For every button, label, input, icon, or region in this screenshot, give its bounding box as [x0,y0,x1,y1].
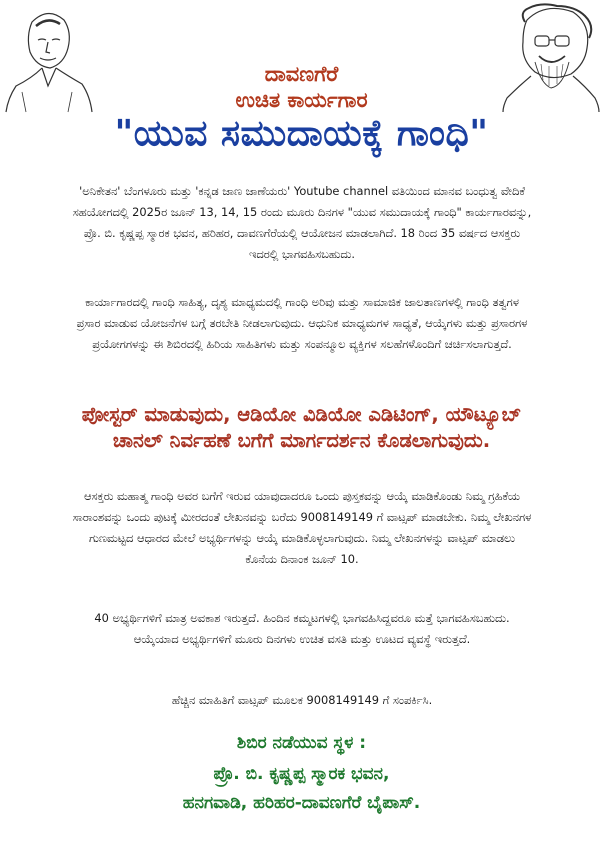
intro-paragraph: 'ಅನಿಕೇತನ' ಬೆಂಗಳೂರು ಮತ್ತು 'ಕನ್ನಡ ಜಾಣ ಜಾಣೆಯರು' Youtube channel ವತಿಯಿಂದ ಮಾನವ ಬಂಧುತ್ವ ವೇದಿಕೆ ಸಹಯೋಗದಲ್ಲಿ 2025ರ ಜೂನ್ 13, 14, 15 ರಂದು ಮೂರು ದಿನಗಳ "ಯುವ ಸಮುದಾಯಕ್ಕೆ ಗಾಂಧಿ" ಕಾರ್ಯಗಾರವನ್ನು, ಪ್ರೊ. ಬಿ. ಕೃಷ್ಣಪ್ಪ ಸ್ಮಾರಕ ಭವನ, ಹರಿಹರ, ದಾವಣಗೆರೆಯಲ್ಲಿ ಆಯೋಜನ ಮಾಡಲಾಗಿದೆ. 18 ರಿಂದ 35 ವರ್ಷದ ಆಸಕ್ತರು ಇದರಲ್ಲಿ ಭಾಗವಹಿಸಬಹುದು. [72,184,532,261]
curriculum-paragraph: ಕಾರ್ಯಾಗಾರದಲ್ಲಿ ಗಾಂಧಿ ಸಾಹಿತ್ಯ, ದೃಶ್ಯ ಮಾಧ್ಯಮದಲ್ಲಿ ಗಾಂಧಿ ಅರಿವು ಮತ್ತು ಸಾಮಾಜಿಕ ಜಾಲತಾಣಗಳಲ್ಲಿ ಗಾಂಧಿ ತತ್ವಗಳ ಪ್ರಸಾರ ಮಾಡುವ ಯೋಜನೆಗಳ ಬಗ್ಗೆ ತರಬೇತಿ ನೀಡಲಾಗುವುದು. ಆಧುನಿಕ ಮಾಧ್ಯಮಗಳ ಸಾಧ್ಯತೆ, ಆಯ್ಕೆಗಳು ಮತ್ತು ಪ್ರಸಾರಗಳ ಪ್ರಯೋಗಗಳನ್ನು ಈ ಶಿಬಿರದಲ್ಲಿ ಹಿರಿಯ ಸಾಹಿತಿಗಳು ಮತ್ತು ಸಂಪನ್ಮೂಲ ವ್ಯಕ್ತಿಗಳ ಸಲಹೆಗಳೊಂದಿಗೆ ಚರ್ಚಿಸಲಾಗುತ್ತದೆ. [76,295,528,351]
seats-paragraph: 40 ಅಭ್ಯರ್ಥಿಗಳಿಗೆ ಮಾತ್ರ ಅವಕಾಶ ಇರುತ್ತದೆ. ಹಿಂದಿನ ಕಮ್ಮಟಗಳಲ್ಲಿ ಭಾಗವಹಿಸಿದ್ದವರೂ ಮತ್ತೆ ಭಾಗವಹಿಸಬಹುದು. ಆಯ್ಕೆಯಾದ ಅಭ್ಯರ್ಥಿಗಳಿಗೆ ಮೂರು ದಿನಗಳು ಉಚಿತ ವಸತಿ ಮತ್ತು ಊಟದ ವ್ಯವಸ್ಥೆ ಇರುತ್ತದೆ. [94,611,510,646]
workshop-heading: ಉಚಿತ ಕಾರ್ಯಗಾರ [235,88,368,112]
venue-address-line1: ಪ್ರೊ. ಬಿ. ಕೃಷ್ಣಪ್ಪ ಸ್ಮಾರಕ ಭವನ, [213,764,390,784]
venue-address-line2: ಹನಗವಾಡಿ, ಹರಿಹರ-ದಾವಣಗೆರೆ ಬೈಪಾಸ್. [182,793,421,813]
event-title: "ಯುವ ಸಮುದಾಯಕ್ಕೆ ಗಾಂಧಿ" [114,113,489,154]
training-highlight: ಪೋಸ್ಟರ್ ಮಾಡುವುದು, ಆಡಿಯೋ ವಿಡಿಯೋ ಎಡಿಟಿಂಗ್, ಯೌಟ್ಯೂಬ್ ಚಾನಲ್ ನಿರ್ವಹಣೆ ಬಗೆಗೆ ಮಾರ್ಗದರ್ಶನ ಕೊಡಲಾಗುವುದು. [81,403,522,452]
application-paragraph: ಆಸಕ್ತರು ಮಹಾತ್ಮ ಗಾಂಧಿ ಅವರ ಬಗೆಗೆ ಇರುವ ಯಾವುದಾದರೂ ಒಂದು ಪುಸ್ತಕವನ್ನು ಆಯ್ಕೆ ಮಾಡಿಕೊಂಡು ನಿಮ್ಮ ಗ್ರಹಿಕೆಯ ಸಾರಾಂಶವನ್ನು ಒಂದು ಪುಟಕ್ಕೆ ಮೀರದಂತೆ ಲೇಖನವನ್ನು ಬರೆದು 9008149149 ಗೆ ವಾಟ್ಸಪ್ ಮಾಡಬೇಕು. ನಿಮ್ಮ ಲೇಖನಗಳ ಗುಣಮಟ್ಟದ ಆಧಾರದ ಮೇಲೆ ಅಭ್ಯರ್ಥಿಗಳನ್ನು ಆಯ್ಕೆ ಮಾಡಿಕೊಳ್ಳಲಾಗುವುದು. ನಿಮ್ಮ ಲೇಖನಗಳನ್ನು ವಾಟ್ಸಪ್ ಮಾಡಲು ಕೊನೆಯ ದಿನಾಂಕ ಜೂನ್ 10. [72,489,532,566]
venue-label: ಶಿಬಿರ ನಡೆಯುವ ಸ್ಥಳ : [236,733,367,753]
location-heading: ದಾವಣಗೆರೆ [264,62,339,86]
contact-paragraph: ಹೆಚ್ಚಿನ ಮಾಹಿತಿಗೆ ವಾಟ್ಸಪ್ ಮೂಲಕ 9008149149 ಗೆ ಸಂಪರ್ಕಿಸಿ. [171,693,433,707]
